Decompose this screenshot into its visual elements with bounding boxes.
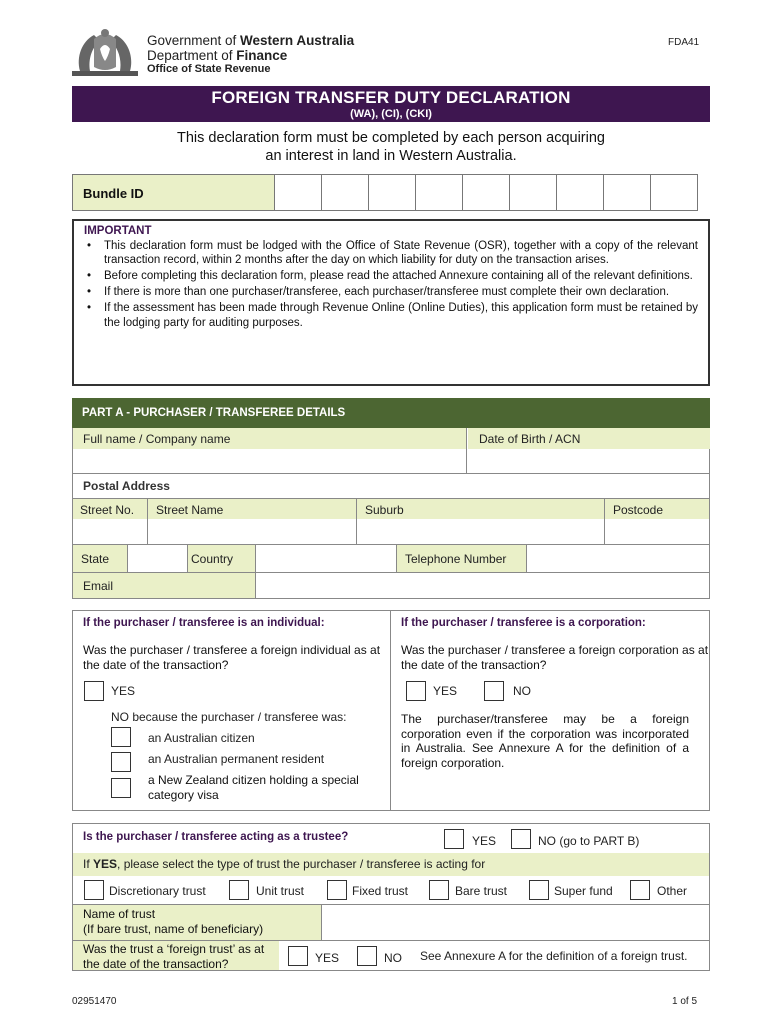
name-row <box>72 428 710 474</box>
bundle-id-cell[interactable] <box>275 175 322 210</box>
foreign-trust-yes-checkbox[interactable] <box>288 946 308 966</box>
telephone-label: Telephone Number <box>405 552 507 566</box>
fixed-trust-checkbox[interactable] <box>327 880 347 900</box>
foreign-trust-yes-label: YES <box>315 951 340 965</box>
dob-label: Date of Birth / ACN <box>479 432 581 446</box>
title-banner <box>72 86 710 122</box>
dob-input[interactable] <box>468 449 710 473</box>
foreign-trust-question: Was the trust a ‘foreign trust’ as at the date of the transaction? <box>83 942 265 971</box>
unit-trust-checkbox[interactable] <box>229 880 249 900</box>
trustee-yes-label: YES <box>472 834 497 848</box>
corporation-no-label: NO <box>513 684 531 698</box>
foreign-trust-no-label: NO <box>384 951 402 965</box>
bundle-id-label: Bundle ID <box>73 175 275 210</box>
important-heading: IMPORTANT <box>84 225 152 237</box>
full-name-input[interactable] <box>73 449 467 473</box>
street-name-input[interactable] <box>148 519 356 544</box>
citizen-checkbox[interactable] <box>111 727 131 747</box>
individual-question: Was the purchaser / transferee a foreign individual as at the date of the transaction? <box>83 643 381 672</box>
street-no-input[interactable] <box>73 519 147 544</box>
suburb-input[interactable] <box>357 519 604 544</box>
important-box <box>72 219 710 386</box>
bundle-id-cell[interactable] <box>510 175 557 210</box>
unit-trust-label: Unit trust <box>256 884 305 898</box>
page-number: 1 of 5 <box>672 996 698 1007</box>
nz-citizen-label: a New Zealand citizen holding a special category visa <box>148 773 359 802</box>
trustee-no-label: NO (go to PART B) <box>538 834 640 848</box>
citizen-label: an Australian citizen <box>148 731 255 745</box>
email-input[interactable] <box>257 573 709 598</box>
bundle-id-cell[interactable] <box>557 175 604 210</box>
bundle-id-cell[interactable] <box>416 175 463 210</box>
bundle-id-row <box>72 174 698 211</box>
trust-type-instruction: If YES, please select the type of trust the purchaser / transferee is acting for <box>83 857 486 871</box>
trustee-no-checkbox[interactable] <box>511 829 531 849</box>
important-item: • If the assessment has been made through Revenue Online (Online Duties), this application form must be retained by the lodging party for auditing purposes. <box>84 301 698 330</box>
discretionary-trust-label: Discretionary trust <box>109 884 206 898</box>
other-trust-checkbox[interactable] <box>630 880 650 900</box>
office-name: Office of State Revenue <box>147 63 271 75</box>
suburb-label: Suburb <box>365 503 404 517</box>
postcode-label: Postcode <box>613 503 664 517</box>
form-subtitle: (WA), (CI), (CKI) <box>350 108 432 120</box>
country-input[interactable] <box>255 545 397 572</box>
bundle-id-cell[interactable] <box>651 175 697 210</box>
corporation-yes-checkbox[interactable] <box>406 681 426 701</box>
department-name: Department of Finance <box>147 48 288 63</box>
state-row <box>72 545 710 573</box>
other-trust-label: Other <box>657 884 688 898</box>
individual-yes-checkbox[interactable] <box>84 681 104 701</box>
discretionary-trust-checkbox[interactable] <box>84 880 104 900</box>
corporation-yes-label: YES <box>433 684 458 698</box>
individual-no-label: NO because the purchaser / transferee was: <box>111 710 347 724</box>
corporation-heading: If the purchaser / transferee is a corporation: <box>401 617 646 629</box>
full-name-label: Full name / Company name <box>83 432 231 446</box>
bundle-id-cell[interactable] <box>604 175 651 210</box>
bare-trust-checkbox[interactable] <box>429 880 449 900</box>
street-no-label: Street No. <box>80 503 135 517</box>
telephone-input[interactable] <box>526 545 709 572</box>
foreign-status-box <box>72 610 710 811</box>
bundle-id-cell[interactable] <box>463 175 510 210</box>
address-row <box>72 498 710 545</box>
crest-logo <box>72 27 138 77</box>
resident-label: an Australian permanent resident <box>148 752 325 766</box>
postcode-input[interactable] <box>605 519 709 544</box>
form-title: FOREIGN TRANSFER DUTY DECLARATION <box>211 88 571 107</box>
bare-trust-label: Bare trust <box>455 884 508 898</box>
trust-name-label: Name of trust (If bare trust, name of beneficiary) <box>83 907 264 936</box>
annexure-note: See Annexure A for the definition of a foreign trust. <box>420 949 688 963</box>
super-fund-checkbox[interactable] <box>529 880 549 900</box>
important-item: • If there is more than one purchaser/transferee, each purchaser/transferee must complete their own declaration. <box>84 285 698 300</box>
state-label: State <box>81 552 110 566</box>
state-input[interactable] <box>127 545 188 572</box>
individual-heading: If the purchaser / transferee is an individual: <box>83 617 325 629</box>
country-label: Country <box>191 552 234 566</box>
form-code: FDA41 <box>668 37 700 48</box>
trustee-question: Is the purchaser / transferee acting as a trustee? <box>83 831 349 843</box>
resident-checkbox[interactable] <box>111 752 131 772</box>
fixed-trust-label: Fixed trust <box>352 884 409 898</box>
trustee-yes-checkbox[interactable] <box>444 829 464 849</box>
postal-row <box>72 474 710 498</box>
important-item: • This declaration form must be lodged with the Office of State Revenue (OSR), together with a copy of the relevant transaction record, within 2 months after the day on which liability for duty on the transaction arises. <box>84 239 698 268</box>
foreign-trust-no-checkbox[interactable] <box>357 946 377 966</box>
super-fund-label: Super fund <box>554 884 613 898</box>
trust-name-input[interactable] <box>322 904 709 940</box>
corporation-question: Was the purchaser / transferee a foreign corporation as at the date of the transaction? <box>401 643 709 672</box>
important-item: • Before completing this declaration form, please read the attached Annexure containing all of the relevant definitions. <box>84 269 698 284</box>
bundle-id-cell[interactable] <box>322 175 369 210</box>
intro-text: This declaration form must be completed by each person acquiring an interest in land in Western Australia. <box>177 130 605 164</box>
corporation-no-checkbox[interactable] <box>484 681 504 701</box>
email-row <box>72 573 710 599</box>
nz-citizen-checkbox[interactable] <box>111 778 131 798</box>
individual-yes-label: YES <box>111 684 136 698</box>
part-a-heading: PART A - PURCHASER / TRANSFEREE DETAILS <box>72 398 710 428</box>
corporation-note: The purchaser/transferee may be a foreign corporation even if the corporation was incorporated in Australia. See Annexure A for the definition of a foreign corporation. <box>401 712 689 770</box>
postal-address-label: Postal Address <box>83 479 170 493</box>
document-code: 02951470 <box>72 996 117 1007</box>
trustee-box <box>72 823 710 971</box>
email-label: Email <box>83 579 114 593</box>
street-name-label: Street Name <box>156 503 224 517</box>
bundle-id-cell[interactable] <box>369 175 416 210</box>
government-name: Government of Western Australia <box>147 33 355 48</box>
